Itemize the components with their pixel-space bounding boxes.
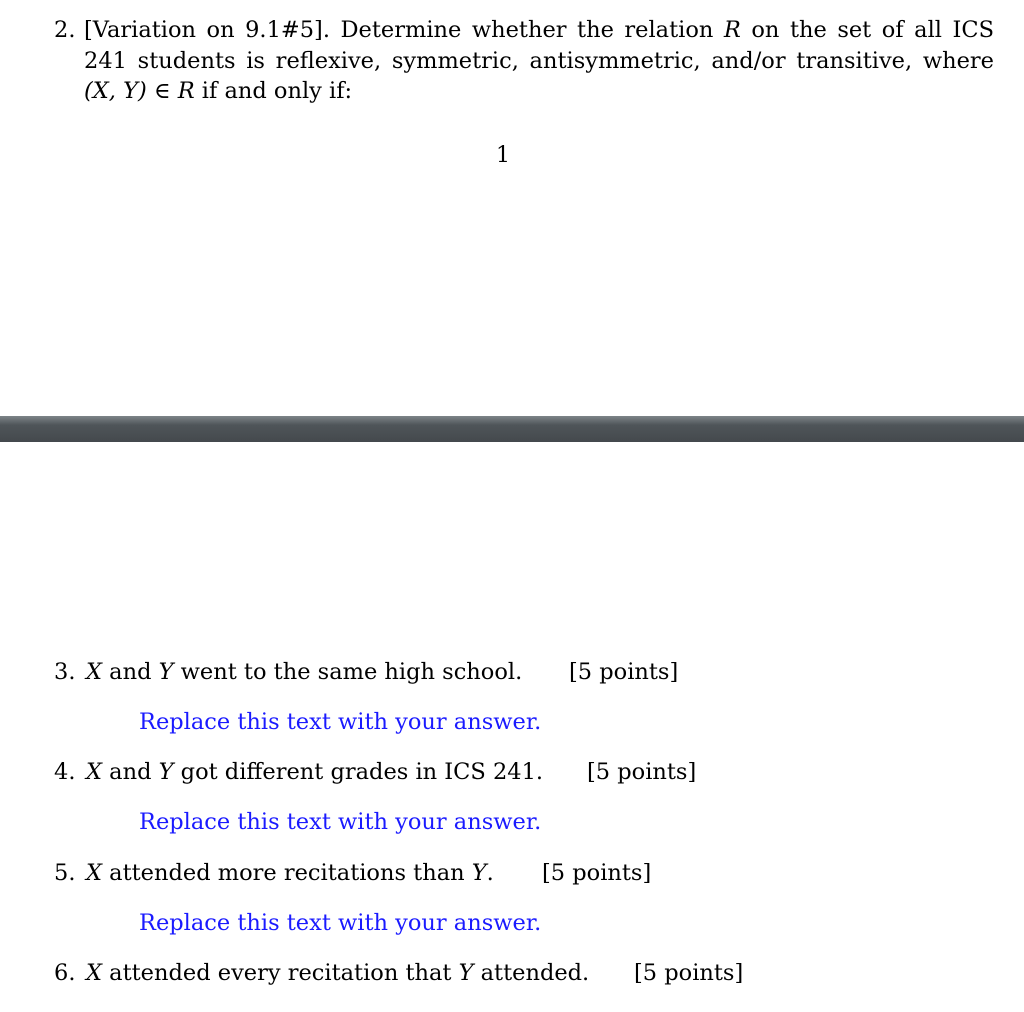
problem-text (84, 15, 994, 107)
problem-text-part: [Variation on 9.1#5]. Determine whether the relation (84, 17, 724, 43)
math-x: X (86, 960, 103, 986)
points-label: [5 points] (587, 759, 697, 785)
problem-number: 6. (54, 960, 76, 986)
points-label: [5 points] (634, 960, 744, 986)
problem-number: 5. (54, 860, 76, 886)
problem-text-part: attended every recitation that (102, 960, 459, 986)
points-label: [5 points] (569, 659, 679, 685)
problem-3 (54, 657, 679, 687)
answer-placeholder[interactable]: Replace this text with your answer. (139, 809, 542, 835)
page-top (0, 0, 1024, 416)
math-x: X (86, 759, 103, 785)
math-x: X (86, 659, 103, 685)
problem-number: 4. (54, 759, 76, 785)
page-number: 1 (496, 143, 510, 168)
problem-5 (54, 858, 652, 888)
math-pair: (X, Y) ∈ R (84, 78, 195, 104)
problem-text-part: . (486, 860, 494, 886)
page-separator (0, 416, 1024, 442)
points-label: [5 points] (542, 860, 652, 886)
problem-6 (54, 958, 744, 988)
math-y: Y (471, 860, 487, 886)
math-y: Y (158, 659, 174, 685)
answer-placeholder[interactable]: Replace this text with your answer. (139, 709, 542, 735)
problem-4 (54, 757, 697, 787)
problem-text-part: if and only if: (194, 78, 353, 104)
problem-text-part: got different grades in ICS 241. (173, 759, 544, 785)
problem-text-part: on the set of all ICS 241 students is reflexive, symmetric, antisymmetric, and/or transitive, where (84, 17, 995, 74)
math-y: Y (158, 759, 174, 785)
problem-number: 2. (54, 17, 76, 43)
problem-text-part: and (102, 659, 159, 685)
page-bottom (0, 442, 1024, 1012)
math-x: X (86, 860, 103, 886)
problem-text-part: attended. (473, 960, 590, 986)
math-y: Y (458, 960, 474, 986)
answer-placeholder[interactable]: Replace this text with your answer. (139, 910, 542, 936)
problem-text-part: attended more recitations than (102, 860, 472, 886)
problem-text-part: and (102, 759, 159, 785)
math-r: R (723, 17, 741, 43)
problem-text-part: went to the same high school. (173, 659, 523, 685)
problem-number: 3. (54, 659, 76, 685)
problem-2 (54, 15, 994, 107)
